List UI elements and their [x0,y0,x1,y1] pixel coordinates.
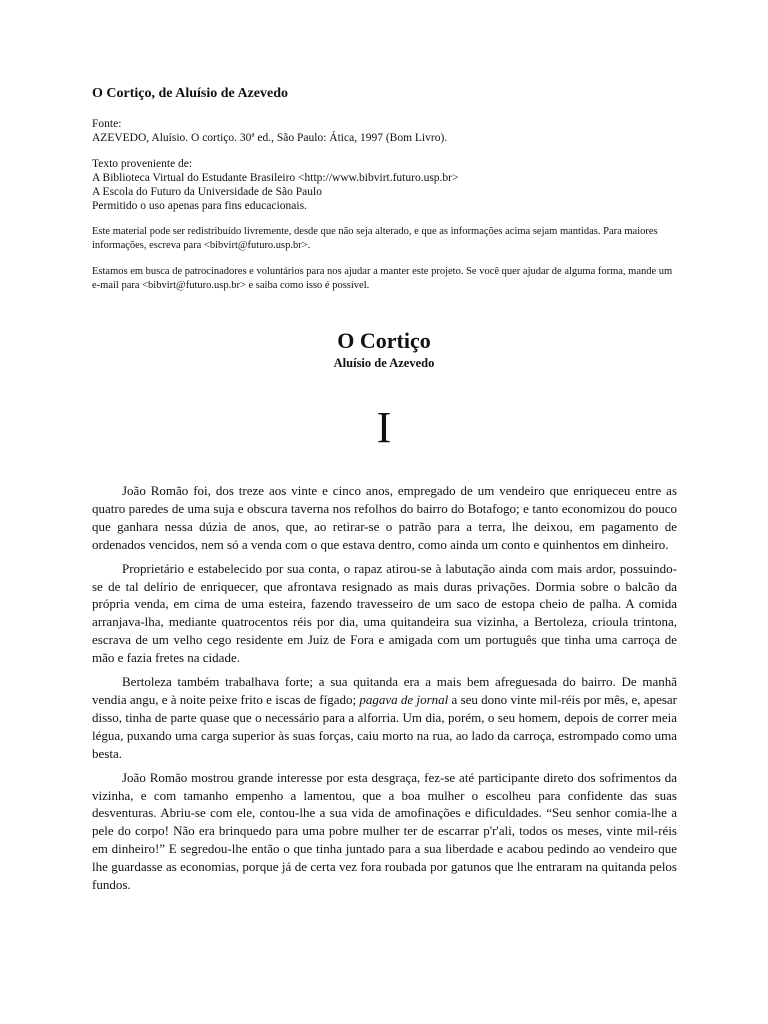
document-header [92,86,682,305]
book-author: Aluísio de Azevedo [333,356,435,370]
redistribution-notice: Este material pode ser redistribuído livremente, desde que não seja alterado, e que as informações acima sejam mantidas. Para maiores informações, escreva para <bibvirt@futuro.usp.br>. [92,226,658,251]
origin-block [92,157,682,213]
origin-line: A Escola do Futuro da Universidade de São Paulo [92,186,322,198]
origin-line: Permitido o uso apenas para fins educacionais. [92,200,307,212]
book-title: O Cortiço [337,328,431,353]
chapter-number: I [376,403,392,452]
sponsor-notice: Estamos em busca de patrocinadores e voluntários para nos ajudar a manter este projeto. Se você quer ajudar de alguma forma, mande um e-mail para <bibvirt@futuro.usp.br> e saiba como isso é possível. [92,266,673,291]
body-text [92,482,677,900]
paragraph: Proprietário e estabelecido por sua conta, o rapaz atirou-se à labutação ainda com mais ardor, possuindo-se de tal delírio de enriquecer, que afrontava resignado as mais duras privações. Dormia sobre o balcão da própria venda, em cima de uma esteira, fazendo travesseiro de um saco de estopa cheio de palha. A comida arranjava-lha, mediante quatrocentos réis por dia, uma quitandeira sua vizinha, a Bertoleza, crioula trintona, escrava de um velho cego residente em Juiz de Fora e amigada com um português que tinha uma carroça de mão e fazia fretes na cidade. [92,560,677,666]
paragraph-text: Bertoleza também trabalhava forte; a sua quitanda era a mais bem afreguesada do bairro. De manhã vendia angu, e à noite peixe frito e iscas de fígado; [92,674,677,707]
paragraph: João Romão foi, dos treze aos vinte e cinco anos, empregado de um vendeiro que enriqueceu entre as quatro paredes de uma suja e obscura taverna nos refolhos do bairro do Botafogo; e tanto economizou do pouco que ganhara nessa dúzia de anos, que, ao retirar-se o patrão para a terra, lhe deixou, em pagamento de ordenados vencidos, nem só a venda com o que estava dentro, como ainda um conto e quinhentos em dinheiro. [92,483,677,552]
italic-phrase: pagava de jornal [359,691,449,707]
source-block [92,117,682,145]
paragraph-text: a seu dono vinte mil-réis por mês, e, apesar disso, tinha de parte quase que o necessário para a alforria. Um dia, porém, o seu homem, depois de correr meia légua, puxando uma carga superior às suas forças, caiu morto na rua, ao lado da carroça, estrompado como uma besta. [92,691,677,761]
source-label: Fonte: [92,118,122,130]
paragraph: João Romão mostrou grande interesse por esta desgraça, fez-se até participante direto dos sofrimentos da vizinha, e com tamanho empenho a lamentou, que a boa mulher o escolheu para confidente das suas desventuras. Abriu-se com ele, contou-lhe a sua vida de amofinações e dificuldades. “Seu senhor comia-lhe a pele do corpo! Não era brinquedo para uma pobre mulher ter de escarrar p'r'ali, todos os meses, vinte mil-réis em dinheiro!” E segredou-lhe então o que tinha juntado para a sua liberdade e acabou pedindo ao vendeiro que lhe guardasse as economias, porque já de certa vez fora roubada por gatunos que lhe entraram na quitanda pelos fundos. [92,769,677,893]
origin-label: Texto proveniente de: [92,158,193,170]
origin-line: A Biblioteca Virtual do Estudante Brasileiro <http://www.bibvirt.futuro.usp.br> [92,172,459,184]
document-title: O Cortiço, de Aluísio de Azevedo [92,86,288,101]
paragraph [92,673,677,763]
source-text: AZEVEDO, Aluísio. O cortiço. 30ª ed., São Paulo: Ática, 1997 (Bom Livro). [92,132,448,144]
